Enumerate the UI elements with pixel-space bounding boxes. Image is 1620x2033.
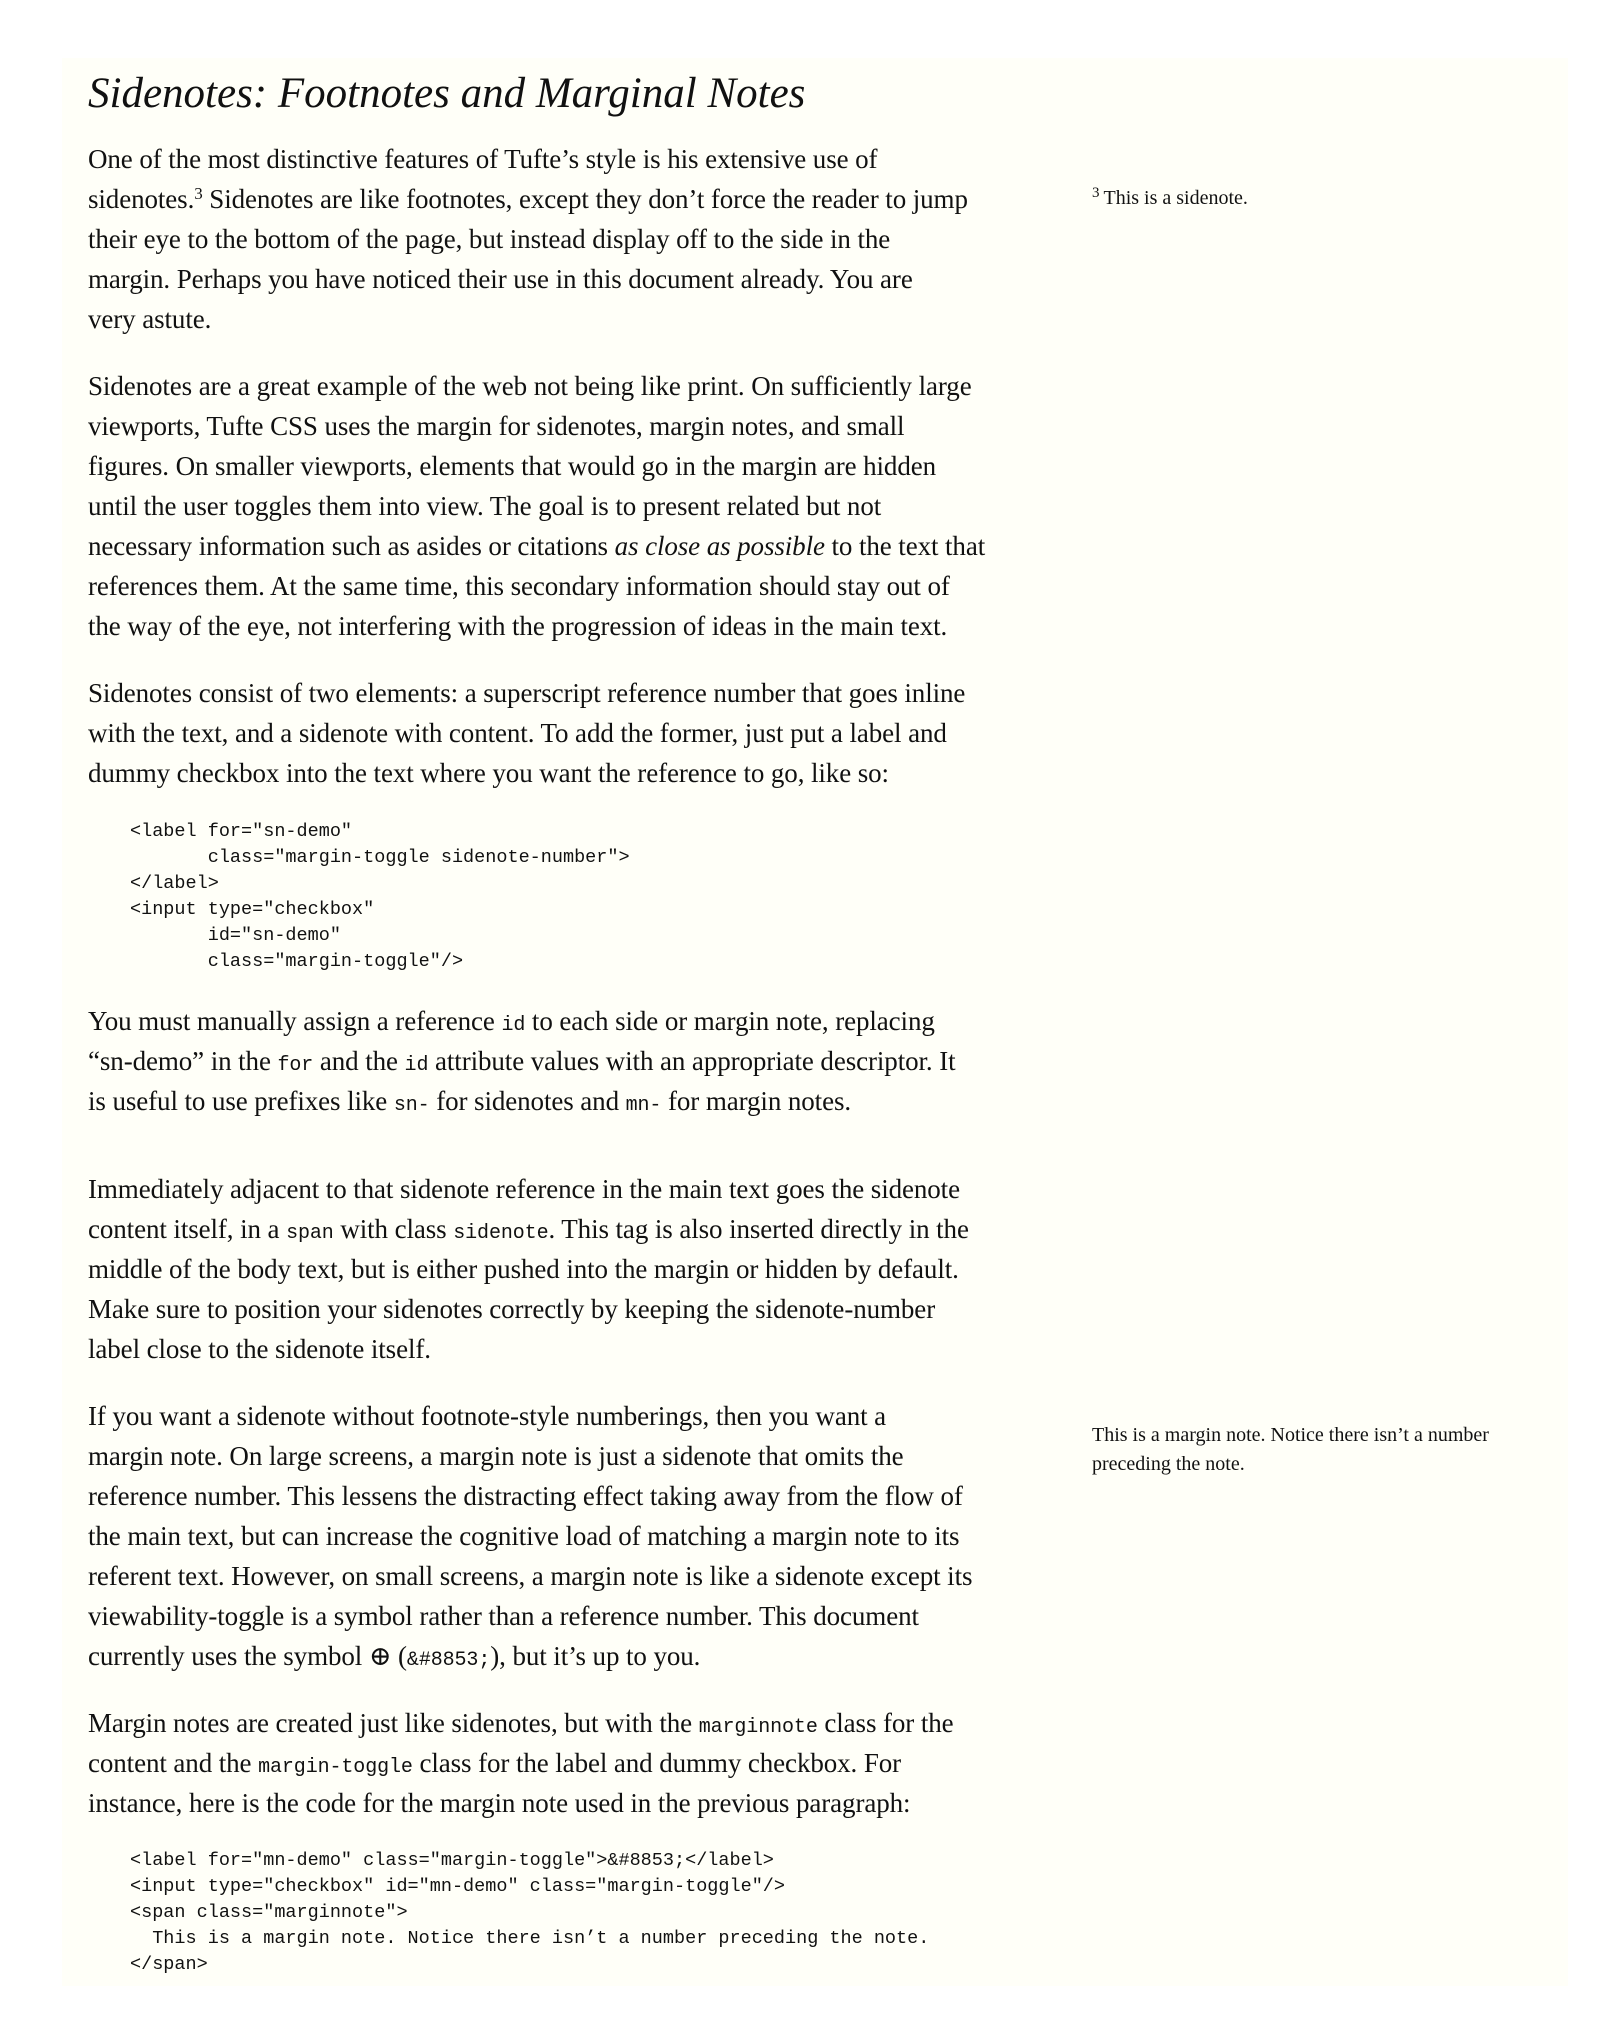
sidenote-reference-number[interactable]: 3 [194,184,203,203]
text-span: to the text that [824,531,986,561]
paragraph-margin-note [88,1396,1028,1676]
emphasis-text: as close as possible [614,531,825,561]
text-span: . This tag is also inserted directly in the [548,1214,969,1244]
text-span: to each side or margin note, replacing [525,1006,935,1036]
text-span: Margin notes are created just like sidenotes, but with the [88,1708,699,1738]
section-title: Sidenotes: Footnotes and Marginal Notes [88,70,806,117]
text-line: middle of the body text, but is either pushed into the margin or hidden by default. [88,1254,959,1284]
text-span: with class [333,1214,454,1244]
text-line [88,1703,1028,1743]
code-line: <input type="checkbox" id="mn-demo" class="margin-toggle"/> [130,1876,786,1897]
text-line: until the user toggles them into view. The goal is to present related but not [88,491,882,521]
document-page [62,58,1568,1986]
inline-code: id [501,1014,526,1037]
paragraph-intro [88,139,1028,339]
text-line [88,1081,1028,1121]
code-line: <label for="mn-demo" class="margin-toggle">&#8853;</label> [130,1850,774,1871]
margin-note [1092,1421,1562,1479]
inline-code: &#8853; [406,1649,491,1672]
inline-code: id [404,1054,429,1077]
text-line: their eye to the bottom of the page, but instead display off to the side in the [88,224,891,254]
text-line [88,526,1028,566]
code-line: <span class="marginnote"> [130,1902,408,1923]
sidenote-line [1092,184,1562,213]
text-line: figures. On smaller viewports, elements that would go in the margin are hidden [88,451,937,481]
code-line: </span> [130,1954,208,1975]
code-line: </label> [130,873,219,894]
text-line: instance, here is the code for the margin note used in the previous paragraph: [88,1788,911,1818]
text-line: the main text, but can increase the cognitive load of matching a margin note to its [88,1521,960,1551]
text-span: necessary information such as asides or citations [88,531,615,561]
text-line: with the text, and a sidenote with content. To add the former, just put a label and [88,718,947,748]
text-line: Immediately adjacent to that sidenote reference in the main text goes the sidenote [88,1174,960,1204]
code-line: <input type="checkbox" [130,899,375,920]
sidenote-text: This is a sidenote. [1103,187,1248,209]
inline-code: marginnote [698,1716,818,1739]
text-span: currently uses the symbol ⊕ ( [88,1641,407,1671]
text-span: content and the [88,1748,259,1778]
text-line [88,1209,1028,1249]
text-line: referent text. However, on small screens, a margin note is like a sidenote except its [88,1561,973,1591]
paragraph-assign-id [88,1001,1028,1121]
inline-code: sidenote [453,1222,549,1245]
text-span: ), but it’s up to you. [490,1641,701,1671]
text-line: One of the most distinctive features of Tufte’s style is his extensive use of [88,144,878,174]
sidenote-3 [1092,184,1562,213]
code-line: id="sn-demo" [130,925,341,946]
inline-code: for [277,1054,314,1077]
code-block-sidenote [130,819,630,975]
text-line [88,1636,1028,1676]
code-line: This is a margin note. Notice there isn’t a number preceding the note. [130,1928,930,1949]
text-span: for sidenotes and [429,1086,626,1116]
text-span: Sidenotes are like footnotes, except they don’t force the reader to jump [202,184,968,214]
text-span: attribute values with an appropriate descriptor. It [428,1046,956,1076]
text-line: references them. At the same time, this secondary information should stay out of [88,571,950,601]
text-line [88,1041,1028,1081]
paragraph-web-vs-print [88,366,1028,646]
text-line: margin note. On large screens, a margin note is just a sidenote that omits the [88,1441,904,1471]
text-span: class for the [817,1708,954,1738]
paragraph-two-elements [88,673,1028,793]
inline-code: mn- [625,1094,662,1117]
inline-code: margin-toggle [258,1756,413,1779]
text-span: sidenotes. [88,184,195,214]
paragraph-margin-note-code [88,1703,1028,1823]
text-line: margin. Perhaps you have noticed their use in this document already. You are [88,264,913,294]
inline-code: span [286,1222,334,1245]
text-line: If you want a sidenote without footnote-style numberings, then you want a [88,1401,887,1431]
text-line: Sidenotes consist of two elements: a superscript reference number that goes inline [88,678,966,708]
text-line [88,1001,1028,1041]
text-line: very astute. [88,304,212,334]
code-block-marginnote [130,1848,929,1978]
text-span: is useful to use prefixes like [88,1086,394,1116]
margin-note-line: preceding the note. [1092,1453,1245,1475]
paragraph-sidenote-content [88,1169,1028,1369]
text-span: and the [313,1046,405,1076]
text-line: label close to the sidenote itself. [88,1334,431,1364]
text-line: dummy checkbox into the text where you want the reference to go, like so: [88,758,889,788]
text-line: Sidenotes are a great example of the web not being like print. On sufficiently large [88,371,972,401]
text-line: Make sure to position your sidenotes correctly by keeping the sidenote-number [88,1294,936,1324]
code-line: class="margin-toggle sidenote-number"> [130,847,630,868]
text-line: reference number. This lessens the distracting effect taking away from the flow of [88,1481,963,1511]
text-span: content itself, in a [88,1214,287,1244]
text-line: the way of the eye, not interfering with the progression of ideas in the main text. [88,611,948,641]
inline-code: sn- [393,1094,430,1117]
text-span: class for the label and dummy checkbox. For [412,1748,902,1778]
text-line [88,1743,1028,1783]
margin-note-line: This is a margin note. Notice there isn’t a number [1092,1424,1489,1446]
text-span: “sn-demo” in the [88,1046,278,1076]
sidenote-number: 3 [1092,185,1100,201]
text-line [88,179,1028,219]
text-span: for margin notes. [661,1086,852,1116]
text-line: viewability-toggle is a symbol rather than a reference number. This document [88,1601,919,1631]
code-line: <label for="sn-demo" [130,821,353,842]
text-span: You must manually assign a reference [88,1006,502,1036]
code-line: class="margin-toggle"/> [130,951,464,972]
text-line: viewports, Tufte CSS uses the margin for sidenotes, margin notes, and small [88,411,905,441]
